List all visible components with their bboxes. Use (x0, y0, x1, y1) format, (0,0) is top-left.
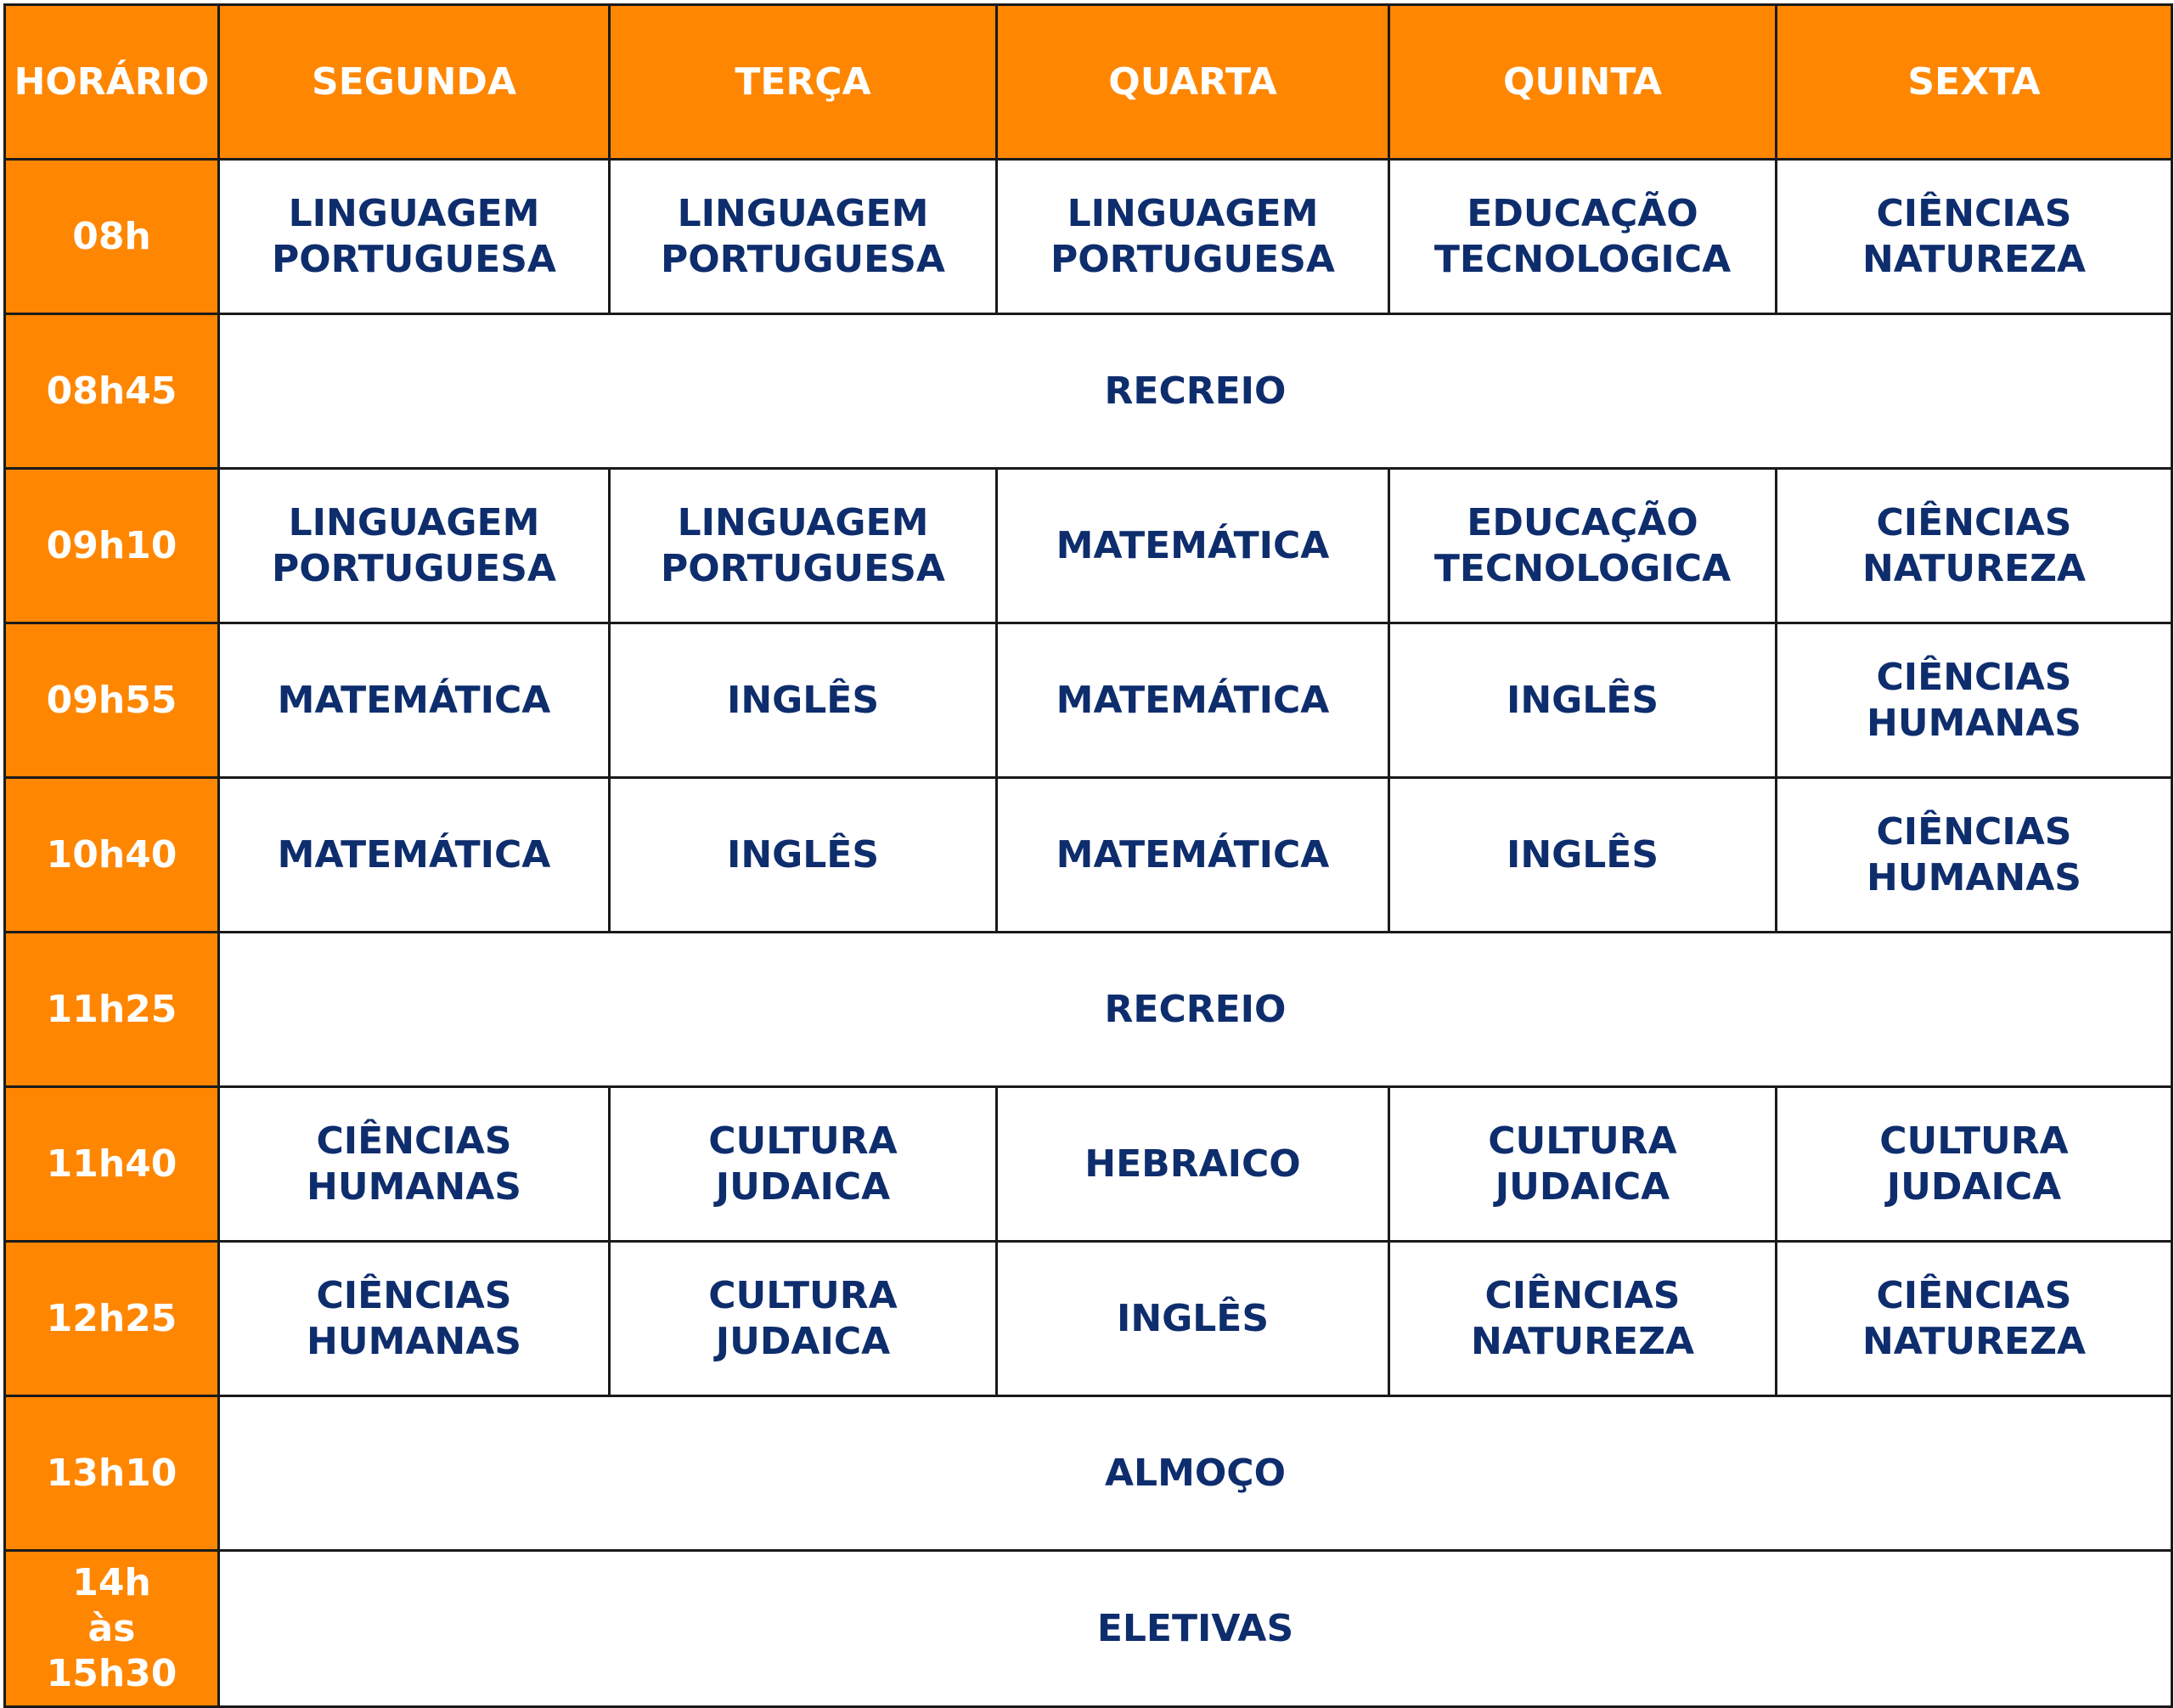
subject-cell: CIÊNCIAS HUMANAS (1777, 778, 2172, 933)
header-day-quinta: QUINTA (1389, 5, 1777, 160)
header-time: HORÁRIO (5, 5, 219, 160)
subject-cell: CIÊNCIAS NATUREZA (1777, 1242, 2172, 1396)
subject-cell: LINGUAGEM PORTUGUESA (610, 469, 997, 623)
time-slot: 11h40 (5, 1087, 219, 1242)
time-slot: 09h10 (5, 469, 219, 623)
subject-cell: MATEMÁTICA (997, 469, 1389, 623)
header-day-sexta: SEXTA (1777, 5, 2172, 160)
schedule-row (5, 1087, 2172, 1242)
subject-cell: LINGUAGEM PORTUGUESA (997, 160, 1389, 314)
header-day-quarta: QUARTA (997, 5, 1389, 160)
subject-cell: INGLÊS (610, 778, 997, 933)
subject-cell: HEBRAICO (997, 1087, 1389, 1242)
class-schedule-table (3, 3, 2173, 1708)
time-slot: 09h55 (5, 623, 219, 778)
subject-cell: EDUCAÇÃO TECNOLOGICA (1389, 469, 1777, 623)
subject-cell: INGLÊS (1389, 778, 1777, 933)
schedule-row (5, 469, 2172, 623)
time-slot: 11h25 (5, 933, 219, 1087)
subject-cell: CIÊNCIAS HUMANAS (219, 1242, 610, 1396)
break-row (5, 933, 2172, 1087)
subject-cell: INGLÊS (1389, 623, 1777, 778)
break-label: RECREIO (219, 314, 2172, 469)
subject-cell: LINGUAGEM PORTUGUESA (219, 160, 610, 314)
subject-cell: MATEMÁTICA (219, 623, 610, 778)
subject-cell: CIÊNCIAS NATUREZA (1389, 1242, 1777, 1396)
subject-cell: INGLÊS (997, 1242, 1389, 1396)
time-slot: 14h às 15h30 (5, 1551, 219, 1707)
subject-cell: CULTURA JUDAICA (1777, 1087, 2172, 1242)
schedule-row (5, 1242, 2172, 1396)
break-label: ELETIVAS (219, 1551, 2172, 1707)
subject-cell: CULTURA JUDAICA (1389, 1087, 1777, 1242)
time-slot: 12h25 (5, 1242, 219, 1396)
break-label: RECREIO (219, 933, 2172, 1087)
header-day-segunda: SEGUNDA (219, 5, 610, 160)
schedule-row (5, 623, 2172, 778)
break-label: ALMOÇO (219, 1396, 2172, 1551)
time-slot: 08h (5, 160, 219, 314)
subject-cell: CIÊNCIAS NATUREZA (1777, 469, 2172, 623)
break-row (5, 1551, 2172, 1707)
subject-cell: EDUCAÇÃO TECNOLOGICA (1389, 160, 1777, 314)
subject-cell: CIÊNCIAS HUMANAS (1777, 623, 2172, 778)
time-slot: 08h45 (5, 314, 219, 469)
subject-cell: MATEMÁTICA (997, 778, 1389, 933)
subject-cell: LINGUAGEM PORTUGUESA (610, 160, 997, 314)
subject-cell: MATEMÁTICA (997, 623, 1389, 778)
header-row (5, 5, 2172, 160)
schedule-row (5, 160, 2172, 314)
subject-cell: CULTURA JUDAICA (610, 1087, 997, 1242)
subject-cell: CULTURA JUDAICA (610, 1242, 997, 1396)
subject-cell: LINGUAGEM PORTUGUESA (219, 469, 610, 623)
break-row (5, 314, 2172, 469)
header-day-terca: TERÇA (610, 5, 997, 160)
subject-cell: CIÊNCIAS NATUREZA (1777, 160, 2172, 314)
schedule-row (5, 778, 2172, 933)
subject-cell: INGLÊS (610, 623, 997, 778)
subject-cell: MATEMÁTICA (219, 778, 610, 933)
break-row (5, 1396, 2172, 1551)
subject-cell: CIÊNCIAS HUMANAS (219, 1087, 610, 1242)
time-slot: 13h10 (5, 1396, 219, 1551)
time-slot: 10h40 (5, 778, 219, 933)
